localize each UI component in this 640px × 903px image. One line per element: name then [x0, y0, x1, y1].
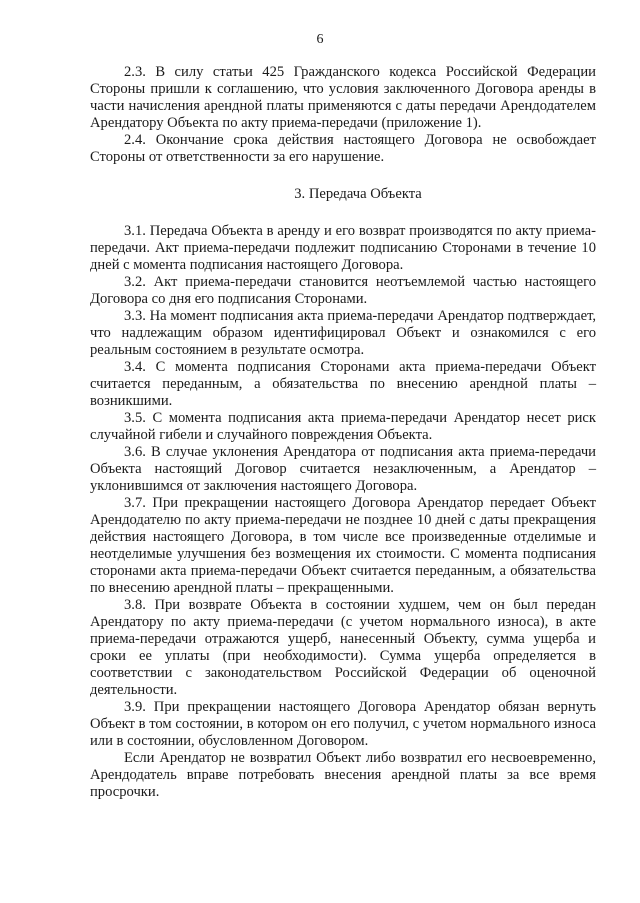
section-title: 3. Передача Объекта [294, 186, 422, 202]
paragraph-3-8: 3.8. При возврате Объекта в состоянии худшем, чем он был передан Арендатору по акту приема-передачи (с учетом нормального износа), в акте приема-передачи отражаются ущерб, нанесенный Объекту, сумма ущерба и сроки ее уплаты (при необходимости). Сумма ущерба определяется в соответствии с законодательством Российской Федерации об оценочной деятельности. [90, 597, 596, 698]
paragraph-3-3: 3.3. На момент подписания акта приема-передачи Арендатор подтверждает, что надлежащим образом идентифицировал Объект и ознакомился с его реальным состоянием в результате осмотра. [90, 308, 596, 358]
paragraph-3-5: 3.5. С момента подписания акта приема-передачи Арендатор несет риск случайной гибели и случайного повреждения Объекта. [90, 410, 596, 443]
paragraph-3-1: 3.1. Передача Объекта в аренду и его возврат производятся по акту приема-передачи. Акт приема-передачи подлежит подписанию Сторонами в течение 10 дней с момента подписания настоящего Договора. [90, 223, 596, 273]
paragraph-3-6: 3.6. В случае уклонения Арендатора от подписания акта приема-передачи Объекта настоящий Договор считается незаключенным, а Арендатор – уклонившимся от заключения настоящего Договора. [90, 444, 596, 494]
paragraph-2-3: 2.3. В силу статьи 425 Гражданского кодекса Российской Федерации Стороны пришли к соглашению, что условия заключенного Договора аренды в части начисления арендной платы применяются с даты передачи Арендодателем Арендатору Объекта по акту приема-передачи (приложение 1). [90, 64, 596, 131]
paragraph-3-7: 3.7. При прекращении настоящего Договора Арендатор передает Объект Арендодателю по акту приема-передачи не позднее 10 дней с даты прекращения действия настоящего Договора, в том числе все произведенные отделимые и неотделимые улучшения без возмещения их стоимости. С момента подписания сторонами акта приема-передачи Объект считается переданным, а обязательства по внесению арендной платы – прекращенными. [90, 495, 596, 596]
paragraph-3-9: 3.9. При прекращении настоящего Договора Арендатор обязан вернуть Объект в том состоянии, в котором он его получил, с учетом нормального износа или в состоянии, обусловленном Договором. [90, 699, 596, 749]
page-number: 6 [316, 32, 324, 47]
paragraph-3-4: 3.4. С момента подписания Сторонами акта приема-передачи Объект считается переданным, а обязательства по внесению арендной платы – возникшими. [90, 359, 596, 409]
paragraph-3-2: 3.2. Акт приема-передачи становится неотъемлемой частью настоящего Договора со дня его подписания Сторонами. [90, 274, 596, 307]
paragraph-3-9-continued: Если Арендатор не возвратил Объект либо возвратил его несвоевременно, Арендодатель вправе потребовать внесения арендной платы за все время просрочки. [90, 750, 596, 800]
document-body [90, 64, 596, 801]
paragraph-2-4: 2.4. Окончание срока действия настоящего Договора не освобождает Стороны от ответственности за его нарушение. [90, 132, 596, 165]
